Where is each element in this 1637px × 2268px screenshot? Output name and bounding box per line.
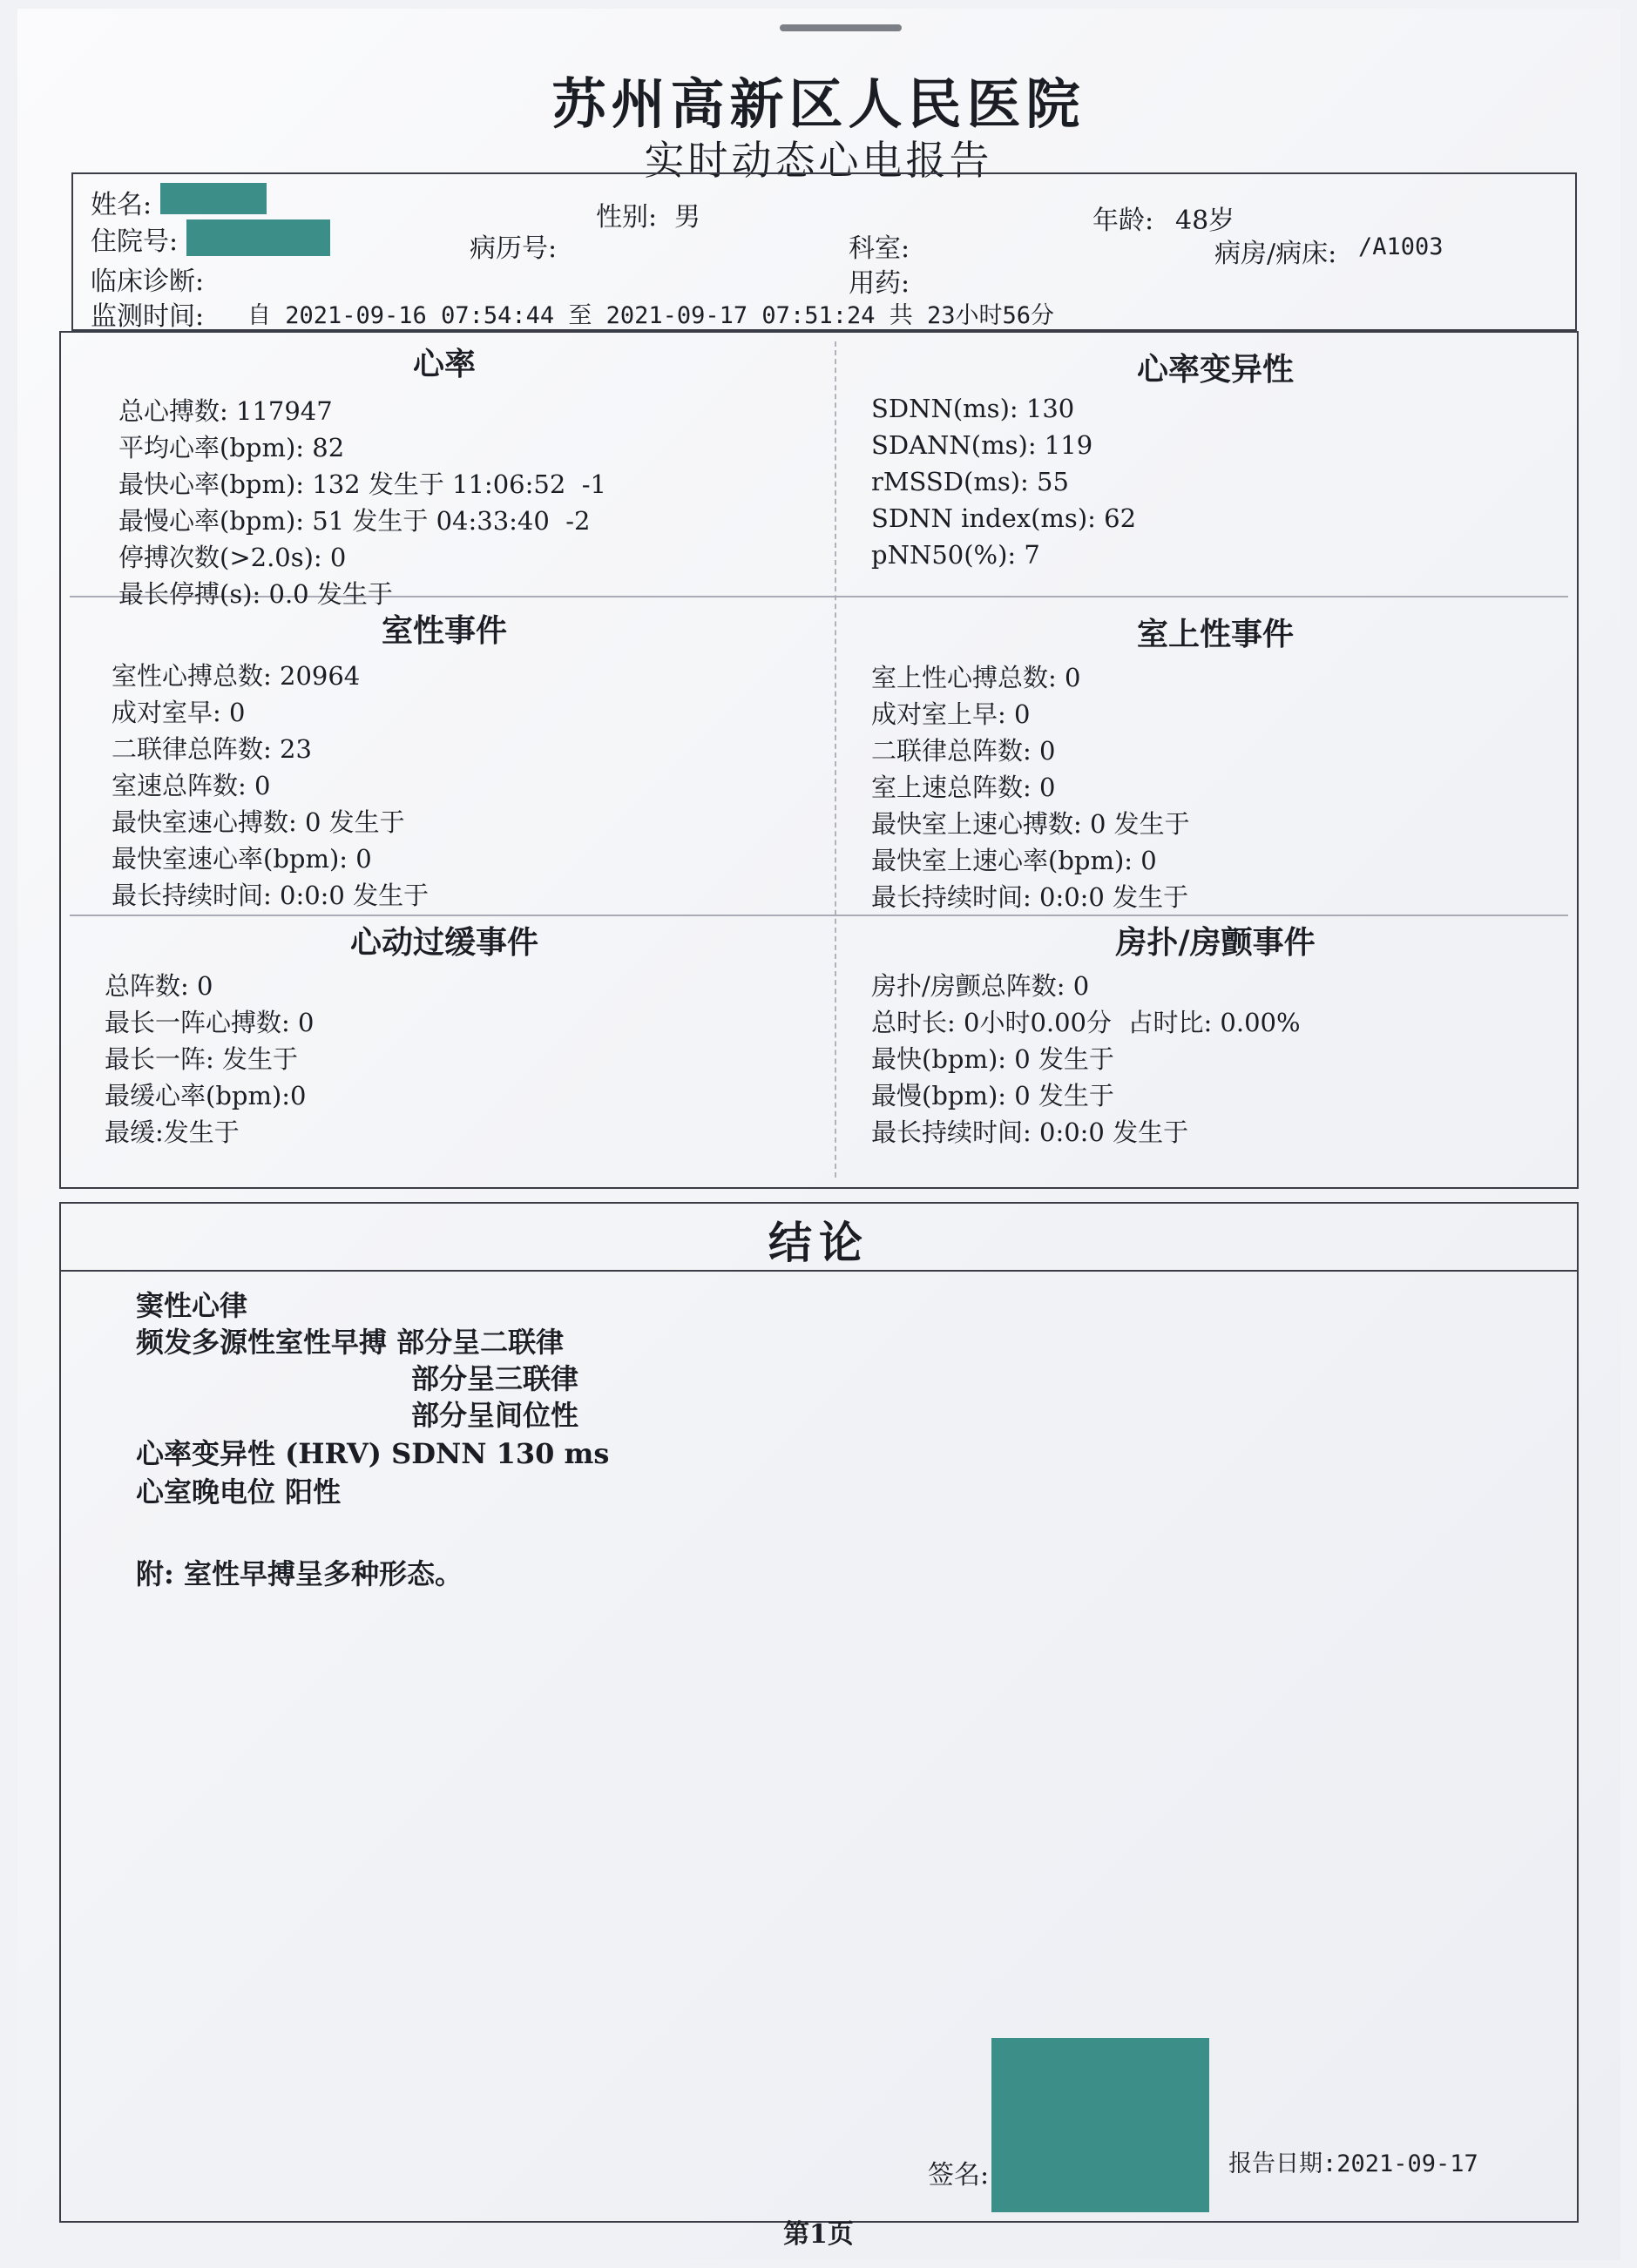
hrv-row: SDNN index(ms): 62 [871, 503, 1137, 533]
supraventricular-title: 室上性事件 [1136, 616, 1294, 652]
monitor-time: 自 2021-09-16 07:54:44 至 2021-09-17 07:51:24 共 23小时56分 [247, 302, 1055, 329]
conclusion-line: 频发多源性室性早搏 部分呈二联律 [136, 1326, 565, 1359]
ward-value: /A1003 [1358, 233, 1444, 260]
supraventricular-row: 室上性心搏总数: 0 [871, 663, 1081, 692]
ventricular-row: 二联律总阵数: 23 [112, 734, 312, 764]
heart-rate-row: 最快心率(bpm): 132 发生于 11:06:52 -1 [118, 469, 606, 499]
conclusion-line: 部分呈三联律 [411, 1362, 579, 1395]
conclusion-box [59, 1202, 1579, 2223]
staple-mark [780, 24, 902, 31]
report-date: 报告日期:2021-09-17 [1228, 2150, 1478, 2177]
heart-rate-row: 停搏次数(>2.0s): 0 [118, 543, 347, 572]
atrial-flutter-row: 房扑/房颤总阵数: 0 [871, 971, 1090, 1001]
column-divider [835, 341, 836, 1178]
hrv-row: SDNN(ms): 130 [871, 394, 1075, 423]
diagnosis-label: 临床诊断: [91, 267, 205, 297]
supraventricular-row: 室上速总阵数: 0 [871, 773, 1056, 802]
ventricular-row: 最长持续时间: 0:0:0 发生于 [112, 881, 430, 910]
redacted-admission-number [186, 219, 330, 256]
atrial-flutter-row: 最快(bpm): 0 发生于 [871, 1044, 1114, 1074]
redacted-signature [991, 2038, 1209, 2212]
bradycardia-row: 最长一阵心搏数: 0 [105, 1008, 315, 1037]
signature-label: 签名: [928, 2160, 990, 2190]
ventricular-row: 最快室速心搏数: 0 发生于 [112, 807, 405, 837]
age-label: 年龄: [1092, 206, 1154, 236]
atrial-flutter-title: 房扑/房颤事件 [1115, 924, 1316, 961]
supraventricular-row: 最长持续时间: 0:0:0 发生于 [871, 882, 1189, 912]
atrial-flutter-row: 最慢(bpm): 0 发生于 [871, 1081, 1114, 1110]
statistics-box [59, 331, 1579, 1189]
heart-rate-title: 心率 [412, 346, 476, 382]
gender-value: 男 [674, 202, 700, 233]
supraventricular-row: 成对室上早: 0 [871, 699, 1031, 729]
department-label: 科室: [849, 233, 910, 264]
bradycardia-row: 总阵数: 0 [105, 971, 213, 1001]
conclusion-line: 心室晚电位 阳性 [136, 1475, 342, 1509]
conclusion-line: 窦性心律 [136, 1289, 248, 1322]
conclusion-title: 结论 [768, 1217, 869, 1268]
medication-label: 用药: [849, 268, 910, 299]
conclusion-note: 附: 室性早搏呈多种形态。 [136, 1557, 463, 1590]
ventricular-row: 室速总阵数: 0 [112, 771, 271, 800]
hrv-row: rMSSD(ms): 55 [871, 467, 1069, 496]
heart-rate-row: 最长停搏(s): 0.0 发生于 [118, 579, 393, 609]
ventricular-row: 成对室早: 0 [112, 698, 246, 727]
ward-label: 病房/病床: [1214, 239, 1337, 269]
bradycardia-row: 最缓心率(bpm):0 [105, 1081, 307, 1110]
bradycardia-title: 心动过缓事件 [349, 924, 538, 961]
ventricular-row: 室性心搏总数: 20964 [112, 661, 361, 691]
bradycardia-row: 最缓:发生于 [105, 1117, 240, 1147]
redacted-name [160, 183, 267, 214]
admission-label: 住院号: [91, 226, 179, 257]
hrv-row: SDANN(ms): 119 [871, 430, 1093, 460]
supraventricular-row: 二联律总阵数: 0 [871, 736, 1056, 766]
hrv-title: 心率变异性 [1136, 351, 1294, 388]
section-divider-2 [70, 915, 1568, 916]
report-title: 实时动态心电报告 [644, 137, 993, 184]
age-value: 48岁 [1175, 206, 1235, 236]
conclusion-title-divider [61, 1270, 1577, 1272]
bradycardia-row: 最长一阵: 发生于 [105, 1044, 298, 1074]
supraventricular-row: 最快室上速心率(bpm): 0 [871, 846, 1157, 875]
monitor-label: 监测时间: [91, 301, 205, 332]
atrial-flutter-row: 总时长: 0小时0.00分 占时比: 0.00% [871, 1008, 1301, 1037]
page-number: 第1页 [783, 2219, 854, 2250]
atrial-flutter-row: 最长持续时间: 0:0:0 发生于 [871, 1117, 1189, 1147]
gender-label: 性别: [596, 202, 658, 233]
conclusion-line: 部分呈间位性 [411, 1399, 579, 1432]
ventricular-row: 最快室速心率(bpm): 0 [112, 844, 372, 874]
record-label: 病历号: [470, 233, 558, 264]
hospital-name: 苏州高新区人民医院 [551, 72, 1086, 136]
heart-rate-row: 总心搏数: 117947 [118, 396, 333, 426]
heart-rate-row: 平均心率(bpm): 82 [118, 433, 345, 462]
name-label: 姓名: [91, 190, 152, 220]
conclusion-line: 心率变异性 (HRV) SDNN 130 ms [136, 1437, 610, 1470]
ventricular-title: 室性事件 [381, 612, 507, 649]
supraventricular-row: 最快室上速心搏数: 0 发生于 [871, 809, 1190, 839]
patient-info-box [71, 172, 1577, 331]
hrv-row: pNN50(%): 7 [871, 540, 1040, 570]
heart-rate-row: 最慢心率(bpm): 51 发生于 04:33:40 -2 [118, 506, 591, 536]
